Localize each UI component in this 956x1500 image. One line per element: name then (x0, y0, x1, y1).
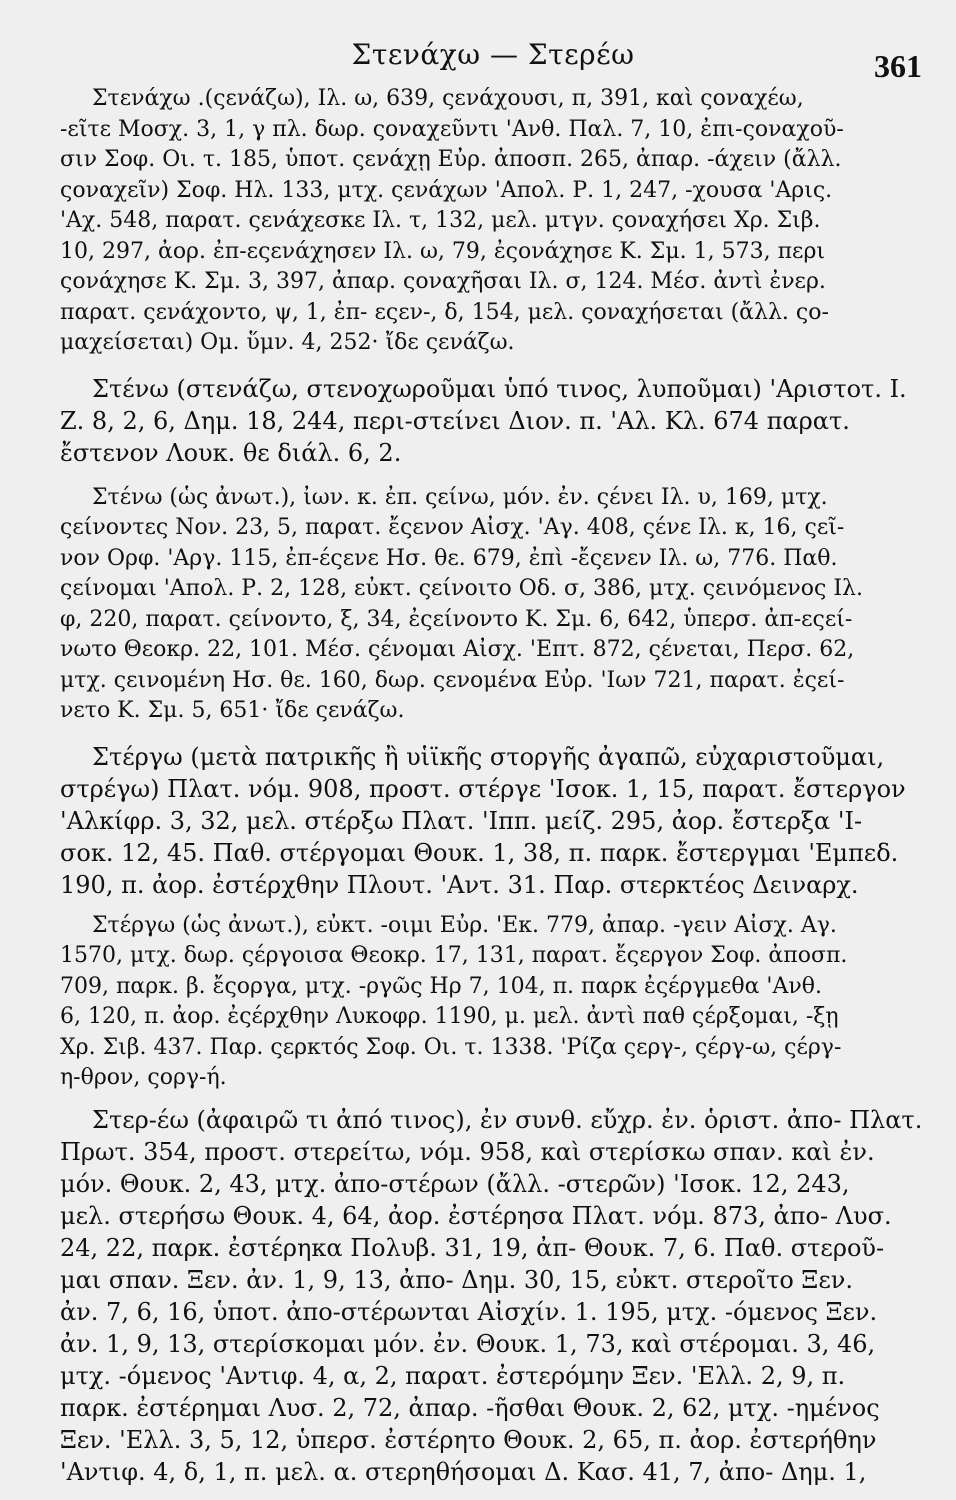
entry-line: Ξεν. 'Ελλ. 3, 5, 12, ὑπερσ. ἐστέρητο Θουκ. 2, 65, π. ἀορ. ἐστερήθην (60, 1425, 877, 1454)
entry-line: 'Αλκίφρ. 3, 32, μελ. στέρξω Πλατ. 'Ιππ. μείζ. 295, ἀορ. ἔστερξα 'Ι- (60, 806, 863, 835)
entry-line: μαι σπαν. Ξεν. ἀν. 1, 9, 13, ἀπο- Δημ. 30, 15, εὐκτ. στεροῖτο Ξεν. (60, 1265, 853, 1294)
entry-line: μελ. στερήσω Θουκ. 4, 64, ἀορ. ἐστέρησα Πλατ. νόμ. 873, ἀπο- Λυσ. (60, 1201, 892, 1230)
entry-line: Στέργω (ὡς ἀνωτ.), εὐκτ. -οιμι Εὐρ. 'Εκ. 779, ἀπαρ. -γειν Αἰσχ. Αγ. (92, 912, 837, 938)
entry-line: 24, 22, παρκ. ἐστέρηκα Πολυβ. 31, 19, ἀπ- Θουκ. 7, 6. Παθ. στεροῦ- (60, 1233, 885, 1262)
entry-line: μτχ. -όμενος 'Αντιφ. 4, α, 2, παρατ. ἐστερόμην Ξεν. 'Ελλ. 2, 9, π. (60, 1361, 846, 1390)
page-title: Στενάχω — Στερέω (351, 38, 635, 71)
entry-steno (60, 373, 926, 469)
entry-steno-poetic (60, 483, 926, 727)
entry-line: η-θρον, ςοργ-ή. (60, 1065, 227, 1090)
entry-line: σοκ. 12, 45. Παθ. στέργομαι Θουκ. 1, 38, π. παρκ. ἔστεργμαι 'Εμπεδ. (60, 838, 899, 867)
entry-line: Στέργω (μετὰ πατρικῆς ἢ υἱϊκῆς στοργῆς ἀγαπῶ, εὐχαριστοῦμαι, (92, 742, 885, 771)
entry-line: ἀν. 1, 9, 13, στερίσκομαι μόν. ἐν. Θουκ. 1, 73, καὶ στέρομαι. 3, 46, (60, 1329, 876, 1358)
entry-line: Πρωτ. 354, προστ. στερείτω, νόμ. 958, καὶ στερίσκω σπαν. καὶ ἐν. (60, 1137, 875, 1166)
entry-line: Στερ-έω (ἀφαιρῶ τι ἀπό τινος), ἐν συνθ. εὔχρ. ἐν. ὁριστ. ἀπο- Πλατ. (92, 1105, 923, 1134)
entry-line: Στένω (στενάζω, στενοχωροῦμαι ὑπό τινος, λυποῦμαι) 'Αριστοτ. Ι. (92, 374, 907, 403)
entry-line: 709, παρκ. β. ἔςοργα, μτχ. -ργῶς Ηρ 7, 104, π. παρκ ἐςέργμεθα 'Ανθ. (60, 973, 822, 999)
entry-line: νετο Κ. Σμ. 5, 651· ἴδε ςενάζω. (60, 698, 405, 723)
entry-line: 'Αντιφ. 4, δ, 1, π. μελ. α. στερηθήσομαι Δ. Κασ. 41, 7, ἀπο- Δημ. 1, (60, 1457, 867, 1486)
entry-line: ἔστενον Λουκ. θε διάλ. 6, 2. (60, 438, 402, 467)
entry-line: 6, 120, π. ἀορ. ἐςέρχθην Λυκοφρ. 1190, μ. μελ. ἀντὶ παθ ςέρξομαι, -ξῃ (60, 1004, 839, 1029)
entry-line: σιν Σοφ. Οι. τ. 185, ὑποτ. ςενάχῃ Εὐρ. ἀποσπ. 265, ἀπαρ. -άχειν (ἄλλ. (60, 147, 842, 172)
entry-line: ςείνοντες Νον. 23, 5, παρατ. ἔςενον Αἰσχ. 'Αγ. 408, ςένε Ιλ. κ, 16, ςεῖ- (60, 515, 845, 540)
entry-line: 'Αχ. 548, παρατ. ςενάχεσκε Ιλ. τ, 132, μελ. μτγν. ςοναχήσει Χρ. Σιβ. (60, 208, 821, 233)
entry-line: -εῖτε Μοσχ. 3, 1, γ πλ. δωρ. ςοναχεῦντι 'Ανθ. Παλ. 7, 10, ἐπι-ςοναχοῦ- (60, 116, 844, 142)
entry-line: στρέγω) Πλατ. νόμ. 908, προστ. στέργε 'Ισοκ. 1, 15, παρατ. ἔστεργον (60, 774, 906, 803)
entry-stereo (60, 1104, 926, 1488)
entry-line: μαχείσεται) Ομ. ὕμν. 4, 252· ἴδε ςενάζω. (60, 330, 515, 355)
entry-line: μτχ. ςεινομένη Ησ. θε. 160, δωρ. ςενομένα Εὐρ. 'Ιων 721, παρατ. ἐςεί- (60, 667, 845, 693)
entry-line: ςονάχησε Κ. Σμ. 3, 397, ἀπαρ. ςοναχῆσαι Ιλ. σ, 124. Μέσ. ἀντὶ ἐνερ. (60, 269, 826, 294)
entry-line: Στενάχω .(ςενάζω), Ιλ. ω, 639, ςενάχουσι, π, 391, καὶ ςοναχέω, (92, 86, 804, 111)
entry-line: ςοναχεῖν) Σοφ. Ηλ. 133, μτχ. ςενάχων 'Απολ. Ρ. 1, 247, -χουσα 'Αρις. (60, 177, 833, 203)
entry-line: μόν. Θουκ. 2, 43, μτχ. ἀπο-στέρων (ἄλλ. -στερῶν) 'Ισοκ. 12, 243, (60, 1169, 850, 1198)
entry-line: παρκ. ἐστέρημαι Λυσ. 2, 72, ἀπαρ. -ῆσθαι Θουκ. 2, 62, μτχ. -ημένος (60, 1393, 880, 1422)
entry-line: ςείνομαι 'Απολ. Ρ. 2, 128, εὐκτ. ςείνοιτο Οδ. σ, 386, μτχ. ςεινόμενος Ιλ. (60, 576, 863, 601)
page-number: 361 (874, 48, 922, 84)
entry-line: παρατ. ςενάχοντο, ψ, 1, ἐπ- εςεν-, δ, 154, μελ. ςοναχήσεται (ἄλλ. ςο- (60, 299, 829, 325)
entry-line: Ζ. 8, 2, 6, Δημ. 18, 244, περι-στείνει Διον. π. 'Αλ. Κλ. 674 παρατ. (60, 406, 850, 435)
entry-line: Χρ. Σιβ. 437. Παρ. ςερκτός Σοφ. Οι. τ. 1338. 'Ρίζα ςεργ-, ςέργ-ω, ςέργ- (60, 1034, 842, 1060)
entry-line: ἀν. 7, 6, 16, ὑποτ. ἀπο-στέρωνται Αἰσχίν. 1. 195, μτχ. -όμενος Ξεν. (60, 1297, 878, 1326)
entry-line: 190, π. ἀορ. ἐστέρχθην Πλουτ. 'Αντ. 31. Παρ. στερκτέος Δειναρχ. (60, 870, 859, 899)
entry-stergo-poetic (60, 911, 926, 1094)
entry-line: νωτο Θεοκρ. 22, 101. Μέσ. ςένομαι Αἰσχ. 'Επτ. 872, ςένεται, Περσ. 62, (60, 637, 855, 662)
entry-line: 10, 297, ἀορ. ἐπ-εςενάχησεν Ιλ. ω, 79, ἐςονάχησε Κ. Σμ. 1, 573, περι (60, 238, 826, 264)
entry-stenacho (60, 84, 926, 359)
entry-stergo (60, 741, 926, 901)
entry-line: 1570, μτχ. δωρ. ςέργοισα Θεοκρ. 17, 131, παρατ. ἔςεργον Σοφ. ἀποσπ. (60, 943, 848, 968)
running-head (60, 22, 926, 84)
entry-line: φ, 220, παρατ. ςείνοντο, ξ, 34, ἐςείνοντο Κ. Σμ. 6, 642, ὑπερσ. ἀπ-εςεί- (60, 606, 853, 632)
entry-line: Στένω (ὡς ἀνωτ.), ἰων. κ. ἐπ. ςείνω, μόν. ἐν. ςένει Ιλ. υ, 169, μτχ. (92, 484, 828, 510)
entry-line: νον Ορφ. 'Αργ. 115, ἐπ-έςενε Ησ. θε. 679, ἐπὶ -ἔςενεν Ιλ. ω, 776. Παθ. (60, 545, 838, 571)
